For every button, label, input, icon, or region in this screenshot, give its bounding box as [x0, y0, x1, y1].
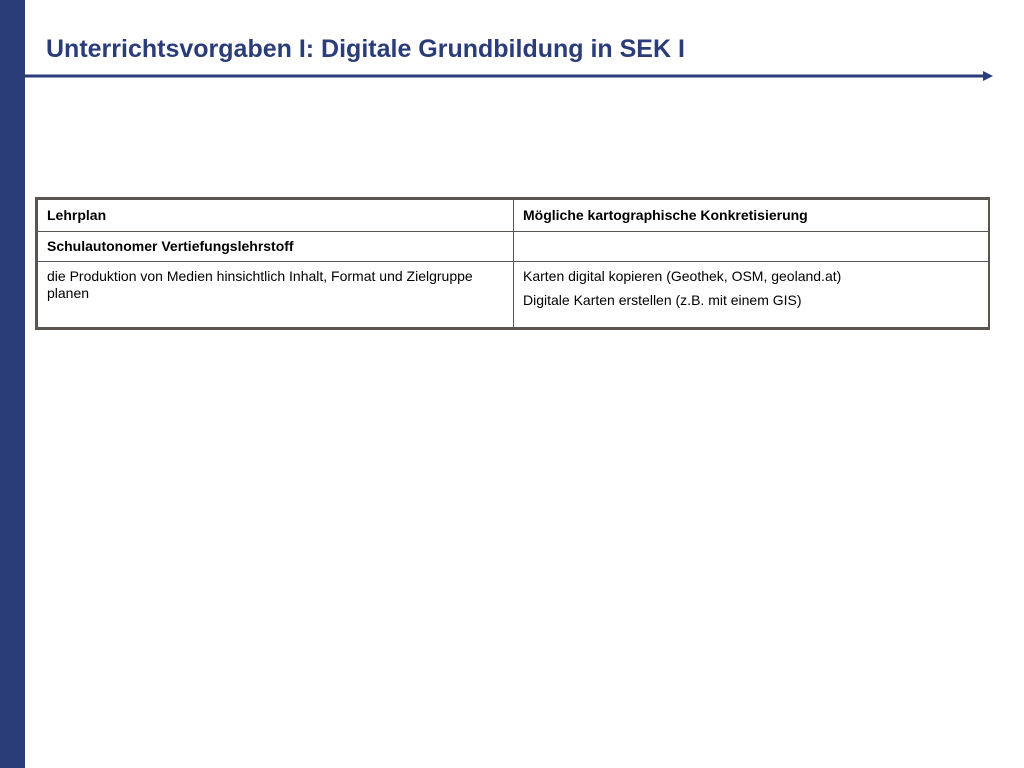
header-konkretisierung: Mögliche kartographische Konkretisierung	[514, 200, 989, 232]
section-label: Schulautonomer Vertiefungslehrstoff	[38, 232, 514, 262]
konkretisierung-cell	[514, 262, 989, 328]
slide-title: Unterrichtsvorgaben I: Digitale Grundbildung in SEK I	[46, 35, 685, 63]
section-empty-cell	[514, 232, 989, 262]
konkretisierung-item: Digitale Karten erstellen (z.B. mit einem GIS)	[523, 292, 802, 308]
table-row	[38, 262, 989, 328]
header-lehrplan: Lehrplan	[38, 200, 514, 232]
slide-side-bar	[0, 0, 25, 768]
title-underline-arrow	[25, 69, 995, 83]
curriculum-table	[35, 197, 990, 330]
table-section-row	[38, 232, 989, 262]
lehrplan-cell: die Produktion von Medien hinsichtlich Inhalt, Format und Zielgruppe planen	[38, 262, 514, 328]
konkretisierung-item: Karten digital kopieren (Geothek, OSM, geoland.at)	[523, 268, 842, 284]
table-header-row	[38, 200, 989, 232]
